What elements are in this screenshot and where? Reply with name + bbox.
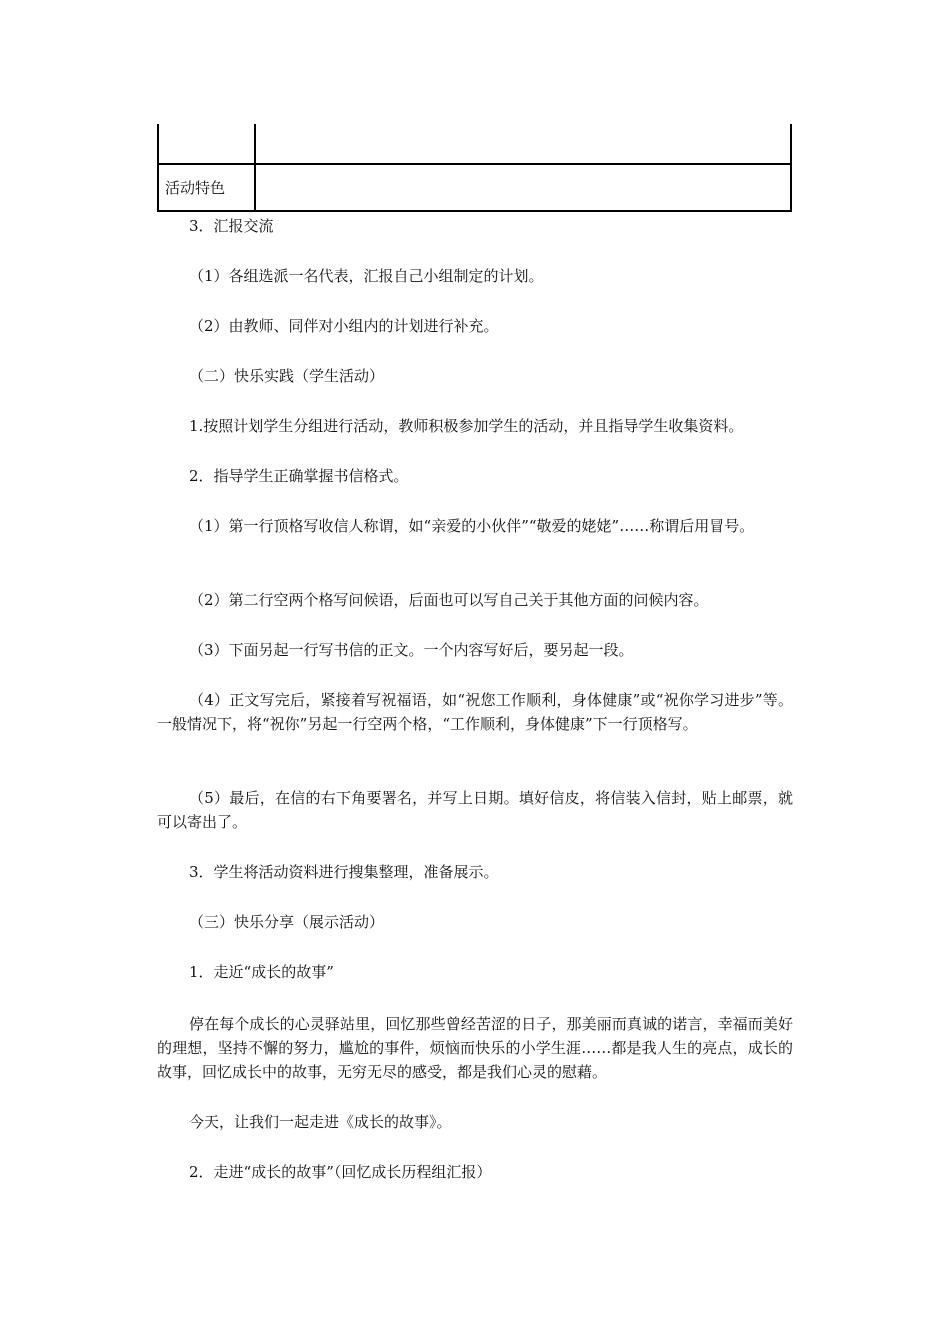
table-divider [254, 124, 256, 212]
table-border-right [790, 124, 792, 212]
table-border-left [157, 124, 159, 212]
section-heading-practice: （二）快乐实践（学生活动） [189, 367, 385, 385]
paragraph: 今天，让我们一起走进《成长的故事》。 [189, 1113, 452, 1131]
paragraph: （4）正文写完后，紧接着写祝福语，如“祝您工作顺利，身体健康”或“祝你学习进步”等。一般情况下，将“祝你”另起一行空两个格，“工作顺利，身体健康”下一行顶格写。 [157, 691, 793, 733]
activity-table [157, 124, 792, 212]
paragraph: （1）各组选派一名代表，汇报自己小组制定的计划。 [189, 267, 544, 285]
table-border-bottom [157, 210, 792, 212]
paragraph: （3）下面另起一行写书信的正文。一个内容写好后，要另起一段。 [189, 641, 634, 659]
paragraph: 停在每个成长的心灵驿站里，回忆那些曾经苦涩的日子，那美丽而真诚的诺言，幸福而美好的理想，坚持不懈的努力，尴尬的事件，烦恼而快乐的小学生涯……都是我人生的亮点，成长的故事，回忆成长中的故事，无穷无尽的感受，都是我们心灵的慰藉。 [157, 1015, 793, 1081]
paragraph: （2）由教师、同伴对小组内的计划进行补充。 [189, 317, 499, 335]
paragraph: 1.按照计划学生分组进行活动，教师积极参加学生的活动，并且指导学生收集资料。 [189, 417, 744, 435]
section-heading-sharing: （三）快乐分享（展示活动） [189, 913, 385, 931]
paragraph: （5）最后，在信的右下角要署名，并写上日期。填好信皮，将信装入信封，贴上邮票，就可以寄出了。 [157, 789, 793, 831]
paragraph: 2．走进“成长的故事”（回忆成长历程组汇报） [189, 1163, 492, 1181]
table-row-separator [157, 163, 792, 165]
table-cell-activity-feature: 活动特色 [165, 179, 226, 197]
heading-report-exchange: 3．汇报交流 [189, 217, 274, 235]
paragraph: （1）第一行顶格写收信人称谓，如“亲爱的小伙伴”“敬爱的姥姥”……称谓后用冒号。 [189, 517, 755, 535]
paragraph: 3．学生将活动资料进行搜集整理，准备展示。 [189, 863, 499, 881]
paragraph: （2）第二行空两个格写问候语，后面也可以写自己关于其他方面的问候内容。 [189, 591, 709, 609]
paragraph: 1．走近“成长的故事” [189, 963, 334, 981]
paragraph: 2．指导学生正确掌握书信格式。 [189, 467, 409, 485]
